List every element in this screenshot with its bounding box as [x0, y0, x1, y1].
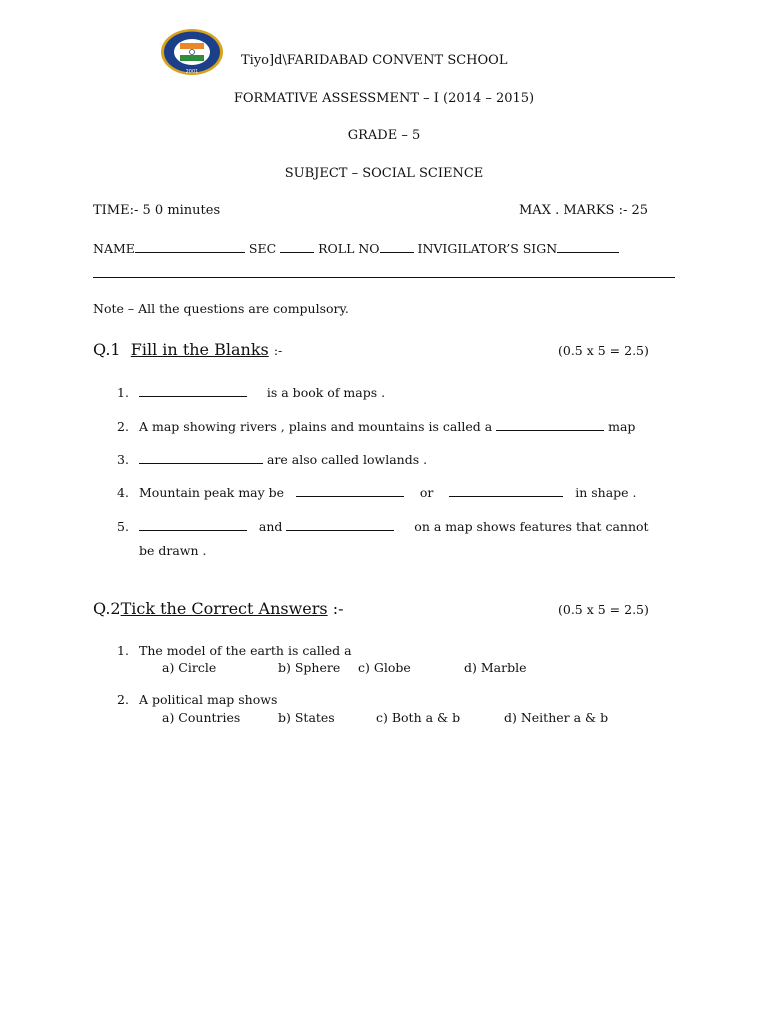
answer-blank — [286, 518, 394, 531]
sec-label: SEC — [248, 241, 277, 256]
q2-item-2: 2. A political map shows — [117, 692, 278, 707]
q2-suffix: :- — [332, 599, 344, 618]
option: c) Both a & b — [376, 710, 461, 725]
q1-item-1: 1. is a book of maps . — [117, 385, 386, 400]
invigilator-blank — [557, 240, 619, 253]
q1-suffix: :- — [273, 343, 283, 358]
roll-blank — [380, 240, 414, 253]
roll-label: ROLL NO — [318, 241, 380, 256]
school-name: Tiyo]d\FARIDABAD CONVENT SCHOOL — [241, 53, 508, 68]
q1-item-5: 5. and on a map shows features that cannot — [117, 519, 649, 534]
q1-marks: (0.5 x 5 = 2.5) — [558, 343, 649, 358]
answer-blank — [139, 384, 247, 397]
max-marks: MAX . MARKS :- 25 — [519, 203, 649, 218]
q2-item-2-options — [162, 710, 608, 725]
answer-blank — [449, 484, 563, 497]
q1-heading — [93, 340, 282, 359]
option: d) Marble — [464, 660, 527, 675]
answer-blank — [496, 418, 604, 431]
sec-blank — [280, 240, 314, 253]
q1-item-4: 4. Mountain peak may be or in shape . — [117, 485, 637, 500]
answer-blank — [139, 451, 263, 464]
q2-marks: (0.5 x 5 = 2.5) — [558, 602, 649, 617]
assessment-title: FORMATIVE ASSESSMENT – I (2014 – 2015) — [233, 91, 535, 106]
divider-line — [93, 277, 675, 278]
q2-heading — [93, 599, 344, 618]
q1-item-2: 2. A map showing rivers , plains and mountains is called a map — [117, 419, 636, 434]
q1-number: Q.1 — [93, 340, 121, 359]
time: TIME:- 5 0 minutes — [93, 203, 221, 218]
name-label: NAME — [93, 241, 135, 256]
student-info-line — [93, 240, 619, 256]
option: a) Countries — [162, 710, 241, 725]
option: a) Circle — [162, 660, 217, 675]
answer-blank — [296, 484, 404, 497]
name-blank — [135, 240, 245, 253]
q2-title: Tick the Correct Answers — [120, 599, 328, 618]
q2-item-1: 1. The model of the earth is called a — [117, 643, 352, 658]
option: b) States — [278, 710, 335, 725]
option: c) Globe — [358, 660, 411, 675]
option: b) Sphere — [278, 660, 341, 675]
q2-item-1-options — [162, 660, 526, 675]
q2-number: Q.2 — [93, 599, 121, 618]
invigilator-label: INVIGILATOR’S SIGN — [417, 241, 558, 256]
q1-title: Fill in the Blanks — [130, 340, 269, 359]
grade: GRADE – 5 — [347, 128, 421, 143]
subject: SUBJECT – SOCIAL SCIENCE — [284, 166, 484, 181]
school-logo — [160, 28, 224, 76]
answer-blank — [139, 518, 247, 531]
q1-item-5-continued: be drawn . — [139, 543, 207, 558]
note: Note – All the questions are compulsory. — [93, 301, 349, 316]
option: d) Neither a & b — [504, 710, 609, 725]
q1-item-3: 3. are also called lowlands . — [117, 452, 428, 467]
svg-text:2001: 2001 — [185, 69, 199, 75]
